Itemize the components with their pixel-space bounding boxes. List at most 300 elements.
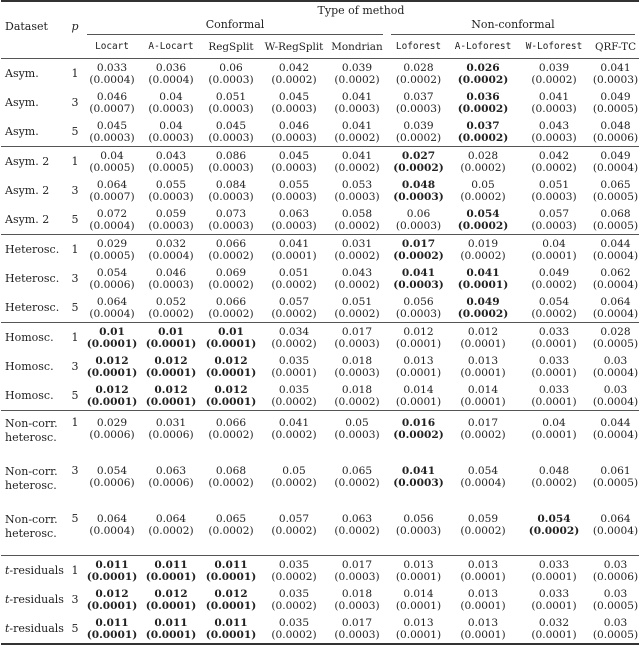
mean-value: 0.049 <box>600 149 631 162</box>
value-cell <box>83 205 141 235</box>
col-a-locart: A-Locart <box>141 36 201 59</box>
std-error-value: (0.0002) <box>457 219 509 232</box>
mean-value: 0.062 <box>600 266 631 279</box>
std-error-value: (0.0002) <box>393 161 444 174</box>
value-cell <box>592 614 639 643</box>
value-cell <box>201 205 261 235</box>
table-row <box>1 381 639 411</box>
p-cell: 3 <box>71 183 79 197</box>
dataset-cell <box>1 556 67 586</box>
dataset-cell <box>1 88 67 117</box>
mean-value: 0.054 <box>96 266 128 279</box>
dataset-cell <box>1 507 67 556</box>
dataset-name: Homosc. <box>5 388 54 402</box>
value-cell <box>141 381 201 411</box>
value-cell <box>516 293 592 323</box>
p-cell: 3 <box>71 359 79 373</box>
mean-value: 0.012 <box>154 354 188 367</box>
mean-value: 0.012 <box>154 587 188 600</box>
mean-value: 0.018 <box>341 383 373 396</box>
mean-value: 0.035 <box>278 587 310 600</box>
value-cell <box>261 59 327 89</box>
table-row <box>1 117 639 147</box>
std-error-value: (0.0001) <box>531 366 577 379</box>
value-cell <box>450 556 516 586</box>
value-cell <box>201 117 261 147</box>
dataset-cell <box>1 614 67 643</box>
value-cell <box>201 323 261 353</box>
value-cell <box>261 323 327 353</box>
mean-value: 0.012 <box>403 325 434 338</box>
std-error-value: (0.0005) <box>592 337 639 350</box>
value-cell <box>450 59 516 89</box>
value-cell <box>201 614 261 643</box>
value-cell <box>450 614 516 643</box>
std-error-value: (0.0004) <box>592 161 639 174</box>
mean-value: 0.028 <box>403 61 434 74</box>
value-cell <box>387 507 450 556</box>
mean-value: 0.064 <box>96 178 128 191</box>
value-cell <box>83 556 141 586</box>
std-error-value: (0.0003) <box>208 161 254 174</box>
value-cell <box>592 352 639 381</box>
std-error-value: (0.0001) <box>460 366 506 379</box>
std-error-value: (0.0001) <box>145 337 197 350</box>
mean-value: 0.029 <box>96 417 128 429</box>
value-cell <box>450 205 516 235</box>
value-cell <box>141 117 201 147</box>
std-error-value: (0.0001) <box>271 366 317 379</box>
mean-value: 0.041 <box>341 149 373 162</box>
value-cell <box>83 614 141 643</box>
std-error-value: (0.0002) <box>334 161 380 174</box>
std-error-value: (0.0001) <box>531 628 577 641</box>
mean-value: 0.049 <box>538 266 570 279</box>
p-cell: 1 <box>71 416 79 429</box>
value-cell <box>450 147 516 177</box>
mean-value: 0.033 <box>538 587 570 600</box>
std-error-value: (0.0003) <box>148 102 194 115</box>
value-cell <box>327 176 387 205</box>
mean-value: 0.041 <box>278 237 310 250</box>
mean-value: 0.044 <box>600 417 631 429</box>
value-cell <box>592 459 639 507</box>
mean-value: 0.011 <box>214 558 248 571</box>
std-error-value: (0.0005) <box>592 219 639 232</box>
std-error-value: (0.0002) <box>460 429 506 441</box>
mean-value: 0.04 <box>542 237 566 250</box>
value-cell <box>327 585 387 614</box>
value-cell <box>592 556 639 586</box>
std-error-value: (0.0001) <box>457 278 509 291</box>
std-error-value: (0.0002) <box>271 525 317 537</box>
mean-value: 0.017 <box>341 616 373 629</box>
value-cell <box>83 381 141 411</box>
std-error-value: (0.0001) <box>205 366 257 379</box>
mean-value: 0.039 <box>538 61 570 74</box>
std-error-value: (0.0004) <box>89 219 135 232</box>
value-cell <box>592 411 639 460</box>
value-cell <box>261 411 327 460</box>
mean-value: 0.042 <box>278 61 310 74</box>
std-error-value: (0.0006) <box>89 477 135 489</box>
std-error-value: (0.0003) <box>334 628 380 641</box>
value-cell <box>450 352 516 381</box>
mean-value: 0.036 <box>466 90 500 103</box>
table-row <box>1 205 639 235</box>
mean-value: 0.064 <box>96 295 128 308</box>
std-error-value: (0.0002) <box>334 249 380 262</box>
value-cell <box>387 614 450 643</box>
dataset-cell <box>1 381 67 411</box>
value-cell <box>201 352 261 381</box>
std-error-value: (0.0003) <box>271 219 317 232</box>
std-error-value: (0.0002) <box>457 131 509 144</box>
value-cell <box>592 205 639 235</box>
value-cell <box>261 176 327 205</box>
mean-value: 0.017 <box>401 237 436 250</box>
std-error-value: (0.0001) <box>145 366 197 379</box>
dataset-name: Asym. <box>5 95 39 109</box>
mean-value: 0.039 <box>341 61 373 74</box>
mean-value: 0.011 <box>95 558 129 571</box>
mean-value: 0.012 <box>154 383 188 396</box>
col-regsplit: RegSplit <box>201 36 261 59</box>
std-error-value: (0.0002) <box>334 278 380 291</box>
mean-value: 0.033 <box>538 383 570 396</box>
value-cell <box>141 293 201 323</box>
table-row <box>1 293 639 323</box>
mean-value: 0.032 <box>155 237 187 250</box>
std-error-value: (0.0001) <box>531 337 577 350</box>
std-error-value: (0.0002) <box>393 249 444 262</box>
mean-value: 0.063 <box>341 513 373 525</box>
std-error-value: (0.0003) <box>395 219 442 232</box>
std-error-value: (0.0001) <box>531 249 577 262</box>
value-cell <box>201 411 261 460</box>
std-error-value: (0.0001) <box>205 395 257 408</box>
std-error-value: (0.0003) <box>148 131 194 144</box>
mean-value: 0.045 <box>278 149 310 162</box>
p-cell: 5 <box>67 293 83 323</box>
p-cell: 1 <box>71 66 79 80</box>
std-error-value: (0.0002) <box>457 102 509 115</box>
value-cell <box>327 117 387 147</box>
mean-value: 0.041 <box>341 119 373 132</box>
mean-value: 0.06 <box>219 61 243 74</box>
std-error-value: (0.0003) <box>592 73 639 86</box>
mean-value: 0.033 <box>538 558 570 571</box>
value-cell <box>83 293 141 323</box>
type-of-method-header: Type of method <box>317 4 405 17</box>
mean-value: 0.057 <box>278 295 310 308</box>
std-error-value: (0.0004) <box>89 73 135 86</box>
mean-value: 0.045 <box>96 119 128 132</box>
mean-value: 0.046 <box>96 90 128 103</box>
std-error-value: (0.0002) <box>271 477 317 489</box>
dataset-name: Asym. <box>5 66 39 80</box>
mean-value: 0.05 <box>282 465 306 477</box>
mean-value: 0.055 <box>278 178 310 191</box>
mean-value: 0.066 <box>215 295 247 308</box>
mean-value: 0.014 <box>467 383 499 396</box>
std-error-value: (0.0001) <box>86 628 138 641</box>
mean-value: 0.055 <box>155 178 187 191</box>
std-error-value: (0.0001) <box>145 599 197 612</box>
dataset-cell <box>1 117 67 147</box>
std-error-value: (0.0002) <box>334 219 380 232</box>
value-cell <box>592 323 639 353</box>
value-cell <box>387 556 450 586</box>
col-w-regsplit: W-RegSplit <box>261 36 327 59</box>
mean-value: 0.053 <box>341 178 373 191</box>
value-cell <box>141 323 201 353</box>
std-error-value: (0.0002) <box>457 73 509 86</box>
value-cell <box>201 381 261 411</box>
std-error-value: (0.0001) <box>460 570 506 583</box>
mean-value: 0.05 <box>345 417 369 429</box>
mean-value: 0.032 <box>538 616 570 629</box>
std-error-value: (0.0001) <box>395 599 442 612</box>
std-error-value: (0.0006) <box>148 429 194 441</box>
std-error-value: (0.0007) <box>89 102 135 115</box>
value-cell <box>201 459 261 507</box>
std-error-value: (0.0002) <box>531 477 577 489</box>
dataset-name: Asym. 2 <box>5 154 50 168</box>
value-cell <box>83 323 141 353</box>
std-error-value: (0.0002) <box>334 73 380 86</box>
value-cell <box>450 293 516 323</box>
mean-value: 0.013 <box>467 616 499 629</box>
mean-value: 0.056 <box>403 513 434 525</box>
value-cell <box>83 117 141 147</box>
mean-value: 0.033 <box>538 325 570 338</box>
std-error-value: (0.0002) <box>208 477 254 489</box>
value-cell <box>516 614 592 643</box>
std-error-value: (0.0004) <box>592 307 639 320</box>
std-error-value: (0.0005) <box>592 599 639 612</box>
std-error-value: (0.0001) <box>460 599 506 612</box>
dataset-cell <box>1 459 67 507</box>
std-error-value: (0.0003) <box>208 219 254 232</box>
p-cell: 5 <box>67 117 83 147</box>
std-error-value: (0.0003) <box>148 219 194 232</box>
value-cell <box>261 556 327 586</box>
mean-value: 0.01 <box>158 325 184 338</box>
value-cell <box>516 88 592 117</box>
std-error-value: (0.0005) <box>148 161 194 174</box>
std-error-value: (0.0001) <box>205 599 257 612</box>
p-cell: 3 <box>71 592 79 606</box>
mean-value: 0.046 <box>278 119 310 132</box>
mean-value: 0.086 <box>215 149 247 162</box>
value-cell <box>450 459 516 507</box>
std-error-value: (0.0004) <box>148 73 194 86</box>
mean-value: 0.041 <box>341 90 373 103</box>
mean-value: 0.033 <box>538 354 570 367</box>
table-row <box>1 459 639 507</box>
p-cell: 1 <box>71 242 79 256</box>
mean-value: 0.018 <box>341 354 373 367</box>
value-cell <box>592 293 639 323</box>
p-cell: 5 <box>71 621 79 635</box>
value-cell <box>327 293 387 323</box>
std-error-value: (0.0003) <box>334 102 380 115</box>
dataset-name: Asym. 2 <box>5 183 50 197</box>
value-cell <box>516 205 592 235</box>
mean-value: 0.041 <box>401 465 436 477</box>
table-row <box>1 585 639 614</box>
mean-value: 0.059 <box>467 513 499 525</box>
value-cell <box>261 235 327 265</box>
value-cell <box>327 323 387 353</box>
dataset-cell <box>1 293 67 323</box>
dataset-name-line2: heterosc. <box>5 527 57 540</box>
std-error-value: (0.0003) <box>395 102 442 115</box>
std-error-value: (0.0001) <box>205 570 257 583</box>
value-cell <box>387 459 450 507</box>
value-cell <box>387 411 450 460</box>
mean-value: 0.035 <box>278 558 310 571</box>
value-cell <box>83 459 141 507</box>
value-cell <box>141 176 201 205</box>
p-header: p <box>71 20 79 33</box>
mean-value: 0.04 <box>159 90 183 103</box>
dataset-name-line2: heterosc. <box>5 431 57 444</box>
std-error-value: (0.0002) <box>148 307 194 320</box>
dataset-cell <box>1 147 67 177</box>
table-row <box>1 235 639 265</box>
mean-value: 0.054 <box>467 465 499 477</box>
mean-value: 0.012 <box>467 325 499 338</box>
mean-value: 0.069 <box>215 266 247 279</box>
p-cell: 1 <box>71 330 79 344</box>
col-a-loforest: A-Loforest <box>450 36 516 59</box>
mean-value: 0.014 <box>403 587 434 600</box>
conformal-label: Conformal <box>87 19 383 35</box>
mean-value: 0.039 <box>403 119 434 132</box>
value-cell <box>450 585 516 614</box>
mean-value: 0.051 <box>215 90 247 103</box>
mean-value: 0.049 <box>466 295 500 308</box>
std-error-value: (0.0003) <box>271 102 317 115</box>
value-cell <box>201 264 261 293</box>
value-cell <box>516 411 592 460</box>
std-error-value: (0.0004) <box>592 429 639 441</box>
mean-value: 0.051 <box>538 178 570 191</box>
std-error-value: (0.0002) <box>208 525 254 537</box>
value-cell <box>592 585 639 614</box>
std-error-value: (0.0004) <box>460 477 506 489</box>
value-cell <box>261 614 327 643</box>
mean-value: 0.031 <box>155 417 187 429</box>
mean-value: 0.013 <box>467 587 499 600</box>
mean-value: 0.041 <box>401 266 436 279</box>
value-cell <box>592 381 639 411</box>
table-row <box>1 323 639 353</box>
value-cell <box>83 235 141 265</box>
value-cell <box>516 585 592 614</box>
value-cell <box>141 264 201 293</box>
value-cell <box>592 59 639 89</box>
value-cell <box>83 59 141 89</box>
std-error-value: (0.0001) <box>145 570 197 583</box>
value-cell <box>387 352 450 381</box>
mean-value: 0.057 <box>538 207 570 220</box>
mean-value: 0.013 <box>467 558 499 571</box>
std-error-value: (0.0003) <box>393 477 444 489</box>
std-error-value: (0.0002) <box>271 599 317 612</box>
value-cell <box>201 293 261 323</box>
results-table <box>1 0 639 645</box>
mean-value: 0.048 <box>538 465 570 477</box>
mean-value: 0.045 <box>215 119 247 132</box>
std-error-value: (0.0003) <box>531 219 577 232</box>
std-error-value: (0.0001) <box>460 628 506 641</box>
table-row <box>1 411 639 460</box>
value-cell <box>261 147 327 177</box>
value-cell <box>327 205 387 235</box>
std-error-value: (0.0001) <box>460 395 506 408</box>
mean-value: 0.028 <box>467 149 499 162</box>
std-error-value: (0.0002) <box>334 307 380 320</box>
dataset-cell <box>1 323 67 353</box>
mean-value: 0.037 <box>403 90 434 103</box>
value-cell <box>201 556 261 586</box>
p-cell: 5 <box>67 381 83 411</box>
value-cell <box>141 459 201 507</box>
value-cell <box>592 176 639 205</box>
value-cell <box>141 556 201 586</box>
mean-value: 0.041 <box>600 61 631 74</box>
mean-value: 0.011 <box>95 616 129 629</box>
std-error-value: (0.0001) <box>531 599 577 612</box>
std-error-value: (0.0003) <box>208 190 254 203</box>
std-error-value: (0.0001) <box>86 599 138 612</box>
dataset-name: Non-corr. <box>5 465 58 478</box>
table-row <box>1 176 639 205</box>
mean-value: 0.013 <box>467 354 499 367</box>
mean-value: 0.018 <box>341 587 373 600</box>
mean-value: 0.03 <box>603 558 628 571</box>
mean-value: 0.04 <box>100 149 124 162</box>
std-error-value: (0.0001) <box>395 366 442 379</box>
value-cell <box>141 411 201 460</box>
value-cell <box>83 411 141 460</box>
std-error-value: (0.0006) <box>89 278 135 291</box>
std-error-value: (0.0001) <box>531 395 577 408</box>
mean-value: 0.051 <box>278 266 310 279</box>
mean-value: 0.054 <box>538 295 570 308</box>
mean-value: 0.068 <box>600 207 631 220</box>
std-error-value: (0.0005) <box>592 628 639 641</box>
value-cell <box>327 614 387 643</box>
std-error-value: (0.0006) <box>89 429 135 441</box>
mean-value: 0.013 <box>403 616 434 629</box>
std-error-value: (0.0001) <box>145 395 197 408</box>
mean-value: 0.012 <box>95 587 129 600</box>
value-cell <box>387 323 450 353</box>
std-error-value: (0.0002) <box>395 131 442 144</box>
std-error-value: (0.0001) <box>395 337 442 350</box>
std-error-value: (0.0001) <box>460 337 506 350</box>
value-cell <box>327 147 387 177</box>
std-error-value: (0.0002) <box>148 525 194 537</box>
value-cell <box>516 235 592 265</box>
std-error-value: (0.0002) <box>271 337 317 350</box>
value-cell <box>516 117 592 147</box>
p-cell: 3 <box>71 464 79 477</box>
